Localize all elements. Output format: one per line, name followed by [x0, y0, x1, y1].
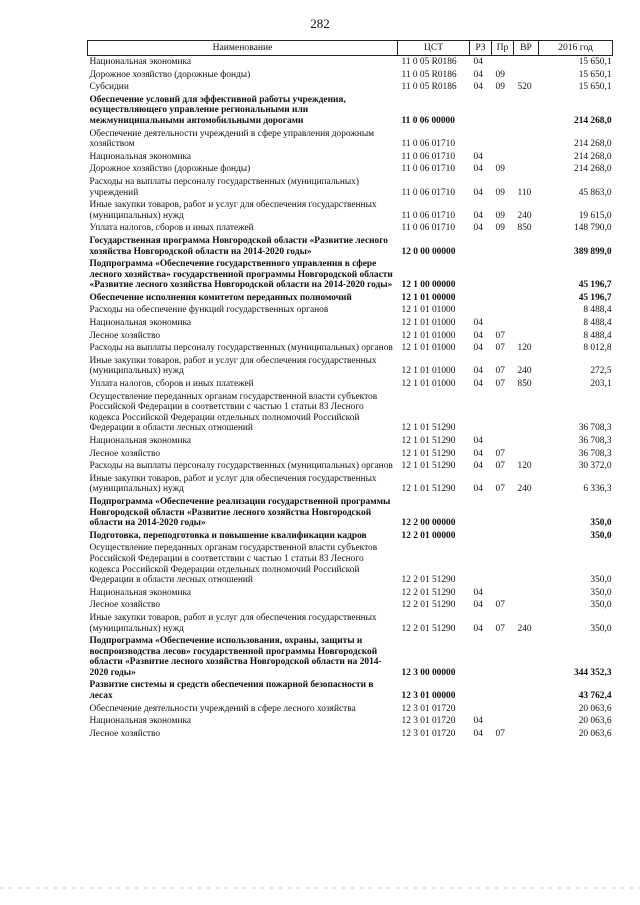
row-sum-cell: 43 762,4 — [578, 691, 612, 702]
row-name-cell: Национальная экономика — [89, 151, 192, 162]
row-vr-cell — [514, 496, 539, 530]
row-cst-cell: 12 2 01 51290 — [401, 600, 456, 611]
row-name-cell: Национальная экономика — [89, 587, 192, 598]
row-pr-cell — [492, 304, 514, 317]
row-rz-cell: 04 — [473, 164, 483, 175]
row-vr-cell — [514, 587, 539, 600]
row-name-cell: Иные закупки товаров, работ и услуг для обеспечения государственных (муниципальных) нужд — [89, 612, 377, 634]
row-sum-cell: 344 352,3 — [574, 667, 612, 678]
row-rz-cell: 04 — [473, 69, 483, 80]
table-row — [88, 612, 613, 635]
table-row — [88, 599, 613, 612]
row-sum-cell: 272,5 — [590, 366, 612, 377]
row-sum-cell: 389 899,0 — [574, 246, 612, 257]
row-pr-cell — [492, 496, 514, 530]
row-rz-cell: 04 — [473, 82, 483, 93]
row-name-cell: Национальная экономика — [89, 57, 192, 67]
row-cst-cell: 12 3 01 01720 — [401, 728, 456, 739]
row-vr-cell — [514, 542, 539, 586]
row-vr-cell — [514, 715, 539, 728]
row-rz-cell — [470, 94, 492, 128]
table-row — [88, 530, 613, 543]
row-vr-cell: 120 — [517, 461, 532, 472]
table-row — [88, 56, 613, 69]
table-row — [88, 222, 613, 235]
row-pr-cell: 09 — [495, 164, 505, 175]
row-vr-cell: 240 — [517, 484, 532, 495]
row-rz-cell: 04 — [473, 366, 483, 377]
row-vr-cell: 110 — [517, 187, 532, 198]
header-rz: РЗ — [470, 41, 492, 56]
row-vr-cell — [514, 128, 539, 151]
row-pr-cell — [492, 292, 514, 305]
row-cst-cell: 12 3 01 01720 — [401, 716, 456, 727]
row-vr-cell: 120 — [517, 343, 532, 354]
row-pr-cell: 07 — [495, 600, 505, 611]
row-sum-cell: 20 063,6 — [578, 703, 612, 714]
table-row — [88, 460, 613, 473]
table-row — [88, 473, 613, 496]
row-rz-cell — [470, 292, 492, 305]
row-vr-cell — [514, 635, 539, 679]
row-pr-cell: 07 — [495, 623, 505, 634]
row-name-cell: Иные закупки товаров, работ и услуг для обеспечения государственных (муниципальных) нужд — [89, 355, 377, 377]
row-pr-cell: 09 — [495, 210, 505, 221]
row-vr-cell: 240 — [517, 366, 532, 377]
table-row — [88, 81, 613, 94]
row-rz-cell: 04 — [473, 623, 483, 634]
row-cst-cell: 12 1 01 51290 — [401, 484, 456, 495]
row-cst-cell: 12 1 01 51290 — [401, 461, 456, 472]
row-pr-cell — [492, 635, 514, 679]
row-vr-cell — [514, 94, 539, 128]
row-cst-cell: 12 1 01 51290 — [401, 423, 456, 434]
table-row — [88, 448, 613, 461]
row-vr-cell — [514, 728, 539, 741]
row-sum-cell: 214 268,0 — [574, 151, 612, 162]
row-vr-cell — [514, 304, 539, 317]
row-sum-cell: 45 863,0 — [578, 187, 612, 198]
row-rz-cell — [470, 304, 492, 317]
row-vr-cell — [514, 703, 539, 716]
row-sum-cell: 214 268,0 — [574, 139, 612, 150]
row-vr-cell — [514, 679, 539, 702]
row-name-cell: Национальная экономика — [89, 716, 192, 727]
row-pr-cell: 07 — [495, 448, 505, 459]
row-rz-cell: 04 — [473, 318, 483, 329]
table-row — [88, 128, 613, 151]
row-pr-cell: 09 — [495, 223, 505, 234]
row-sum-cell: 214 268,0 — [574, 164, 612, 175]
table-row — [88, 69, 613, 82]
row-name-cell: Субсидии — [89, 82, 129, 93]
table-row — [88, 163, 613, 176]
row-cst-cell: 12 1 00 00000 — [401, 280, 456, 291]
table-body — [88, 56, 613, 741]
row-sum-cell: 15 650,1 — [578, 69, 612, 80]
header-pr: Пр — [492, 41, 514, 56]
row-rz-cell: 04 — [473, 461, 483, 472]
table-row — [88, 496, 613, 530]
row-sum-cell: 15 650,1 — [578, 57, 612, 67]
table-row — [88, 587, 613, 600]
row-sum-cell: 36 708,3 — [578, 436, 612, 446]
row-sum-cell: 45 196,7 — [578, 280, 612, 291]
row-rz-cell — [470, 235, 492, 258]
row-cst-cell: 12 3 01 00000 — [401, 691, 456, 702]
row-rz-cell — [470, 391, 492, 435]
row-cst-cell: 11 0 06 01710 — [401, 210, 456, 221]
header-year: 2016 год — [539, 41, 613, 56]
row-vr-cell: 240 — [517, 623, 532, 634]
row-pr-cell — [492, 56, 514, 69]
table-row — [88, 304, 613, 317]
row-vr-cell — [514, 163, 539, 176]
row-cst-cell: 11 0 06 01710 — [401, 223, 456, 234]
row-cst-cell: 12 2 00 00000 — [401, 518, 456, 529]
row-pr-cell — [492, 94, 514, 128]
row-vr-cell — [514, 235, 539, 258]
header-row — [88, 41, 613, 56]
row-vr-cell — [514, 330, 539, 343]
table-row — [88, 176, 613, 199]
row-vr-cell — [514, 258, 539, 292]
row-vr-cell: 850 — [517, 379, 532, 390]
row-rz-cell: 04 — [473, 436, 483, 446]
row-rz-cell — [470, 128, 492, 151]
scan-artifact-line — [0, 887, 640, 889]
row-name-cell: Иные закупки товаров, работ и услуг для обеспечения государственных (муниципальных) нужд — [89, 200, 377, 221]
row-rz-cell: 04 — [473, 330, 483, 341]
row-rz-cell: 04 — [473, 223, 483, 234]
row-name-cell: Расходы на выплаты персоналу государственных (муниципальных) учреждений — [89, 176, 359, 198]
row-rz-cell — [470, 496, 492, 530]
row-pr-cell — [492, 703, 514, 716]
row-rz-cell: 04 — [473, 484, 483, 495]
table-row — [88, 391, 613, 435]
row-name-cell: Развитие системы и средств обеспечения пожарной безопасности в лесах — [89, 680, 374, 702]
row-rz-cell: 04 — [473, 600, 483, 611]
row-rz-cell: 04 — [473, 151, 483, 162]
table-row — [88, 94, 613, 128]
row-sum-cell: 45 196,7 — [578, 292, 612, 303]
row-vr-cell — [514, 69, 539, 82]
row-rz-cell — [470, 635, 492, 679]
table-row — [88, 342, 613, 355]
table-row — [88, 292, 613, 305]
row-pr-cell — [492, 258, 514, 292]
table-row — [88, 679, 613, 702]
row-sum-cell: 36 708,3 — [578, 423, 612, 434]
row-name-cell: Уплата налогов, сборов и иных платежей — [89, 223, 254, 234]
row-cst-cell: 12 3 01 01720 — [401, 703, 456, 714]
header-name: Наименование — [88, 41, 398, 56]
row-cst-cell: 11 0 06 00000 — [401, 115, 455, 126]
row-name-cell: Расходы на обеспечение функций государственных органов — [89, 305, 329, 316]
row-cst-cell: 12 1 01 01000 — [401, 366, 456, 377]
row-vr-cell — [514, 292, 539, 305]
row-rz-cell: 04 — [473, 587, 483, 598]
row-cst-cell: 11 0 05 R0186 — [401, 69, 457, 80]
row-name-cell: Подпрограмма «Обеспечение реализации государственной программы Новгородской области «Развитие лесного хозяйства Новгородской области на 2014-2020 годы» — [89, 496, 391, 529]
row-cst-cell: 12 1 01 01000 — [401, 305, 456, 316]
row-sum-cell: 8 012,8 — [583, 343, 612, 354]
row-pr-cell — [492, 128, 514, 151]
row-sum-cell: 19 615,0 — [578, 210, 612, 221]
row-cst-cell: 12 1 01 01000 — [401, 330, 456, 341]
row-sum-cell: 8 488,4 — [583, 318, 612, 329]
table-row — [88, 258, 613, 292]
row-vr-cell — [514, 435, 539, 448]
row-cst-cell: 12 1 01 51290 — [401, 436, 456, 446]
row-pr-cell: 07 — [495, 330, 505, 341]
row-rz-cell: 04 — [473, 210, 483, 221]
header-cst: ЦСТ — [398, 41, 470, 56]
row-sum-cell: 350,0 — [590, 518, 612, 529]
row-pr-cell: 07 — [495, 484, 505, 495]
row-sum-cell: 8 488,4 — [583, 305, 612, 316]
row-pr-cell: 09 — [495, 187, 505, 198]
row-name-cell: Подготовка, переподготовка и повышение квалификации кадров — [89, 530, 367, 541]
row-name-cell: Обеспечение исполнения комитетом переданных полномочий — [89, 292, 352, 303]
row-cst-cell: 11 0 06 01710 — [401, 164, 456, 175]
row-sum-cell: 350,0 — [590, 600, 612, 611]
row-vr-cell — [514, 56, 539, 69]
row-cst-cell: 12 1 01 01000 — [401, 379, 456, 390]
row-vr-cell — [514, 530, 539, 543]
table-row — [88, 378, 613, 391]
row-cst-cell: 12 1 01 00000 — [401, 292, 456, 303]
row-sum-cell: 350,0 — [590, 623, 612, 634]
page-number: 282 — [310, 16, 330, 31]
row-sum-cell: 8 488,4 — [583, 330, 612, 341]
row-pr-cell — [492, 587, 514, 600]
row-name-cell: Осуществление переданных органам государственной власти субъектов Российской Федерации в соответствии с частью 1 статьи 83 Лесного кодекса Российской Федерации отдельных полномочий Российской Федерации в области лесных отношений — [89, 543, 378, 586]
row-vr-cell — [514, 448, 539, 461]
row-vr-cell — [514, 599, 539, 612]
row-name-cell: Лесное хозяйство — [89, 448, 161, 459]
row-name-cell: Уплата налогов, сборов и иных платежей — [89, 379, 254, 390]
row-name-cell: Расходы на выплаты персоналу государственных (муниципальных) органов — [89, 343, 393, 354]
row-rz-cell: 04 — [473, 343, 483, 354]
row-name-cell: Лесное хозяйство — [89, 728, 161, 739]
row-cst-cell: 12 2 01 51290 — [401, 623, 456, 634]
row-rz-cell — [470, 679, 492, 702]
row-cst-cell: 12 0 00 00000 — [401, 246, 456, 257]
row-pr-cell — [492, 317, 514, 330]
row-sum-cell: 350,0 — [590, 587, 612, 598]
row-pr-cell — [492, 235, 514, 258]
row-cst-cell: 12 2 01 51290 — [401, 587, 456, 598]
row-sum-cell: 6 336,3 — [583, 484, 612, 495]
row-cst-cell: 11 0 06 01710 — [401, 139, 456, 150]
row-cst-cell: 12 1 01 51290 — [401, 448, 456, 459]
row-cst-cell: 11 0 06 01710 — [401, 151, 456, 162]
table-row — [88, 435, 613, 448]
row-pr-cell: 07 — [495, 366, 505, 377]
table-row — [88, 151, 613, 164]
row-name-cell: Обеспечение деятельности учреждений в сфере управления дорожным хозяйством — [89, 128, 375, 150]
row-vr-cell: 850 — [517, 223, 532, 234]
row-name-cell: Иные закупки товаров, работ и услуг для обеспечения государственных (муниципальных) нужд — [89, 473, 377, 495]
row-vr-cell: 240 — [517, 210, 532, 221]
row-name-cell: Национальная экономика — [89, 436, 192, 446]
row-cst-cell: 12 1 01 01000 — [401, 343, 456, 354]
row-pr-cell: 07 — [495, 379, 505, 390]
row-name-cell: Осуществление переданных органам государственной власти субъектов Российской Федерации в соответствии с частью 1 статьи 83 Лесного кодекса Российской Федерации отдельных полномочий Российской Федерации в области лесных отношений — [89, 391, 378, 434]
budget-table — [87, 40, 613, 740]
row-vr-cell — [514, 151, 539, 164]
row-pr-cell: 07 — [495, 728, 505, 739]
row-name-cell: Лесное хозяйство — [89, 600, 161, 611]
row-rz-cell — [470, 258, 492, 292]
row-pr-cell: 09 — [495, 69, 505, 80]
row-cst-cell: 12 2 01 00000 — [401, 530, 456, 541]
row-sum-cell: 214 268,0 — [574, 115, 612, 126]
table-row — [88, 703, 613, 716]
row-pr-cell — [492, 530, 514, 543]
table-header — [88, 41, 613, 56]
row-pr-cell — [492, 391, 514, 435]
row-rz-cell: 04 — [473, 379, 483, 390]
row-cst-cell: 12 2 01 51290 — [401, 575, 456, 586]
row-pr-cell: 09 — [495, 82, 505, 93]
row-rz-cell: 04 — [473, 448, 483, 459]
row-rz-cell — [470, 703, 492, 716]
row-sum-cell: 15 650,1 — [578, 82, 612, 93]
row-sum-cell: 203,1 — [590, 379, 612, 390]
table-row — [88, 317, 613, 330]
table-row — [88, 542, 613, 586]
row-sum-cell: 350,0 — [590, 575, 612, 586]
row-sum-cell: 36 708,3 — [578, 448, 612, 459]
table-row — [88, 635, 613, 679]
row-pr-cell: 07 — [495, 461, 505, 472]
row-sum-cell: 30 372,0 — [578, 461, 612, 472]
row-pr-cell: 07 — [495, 343, 505, 354]
row-pr-cell — [492, 542, 514, 586]
row-name-cell: Расходы на выплаты персоналу государственных (муниципальных) органов — [89, 461, 393, 472]
table-row — [88, 330, 613, 343]
table-row — [88, 235, 613, 258]
row-pr-cell — [492, 435, 514, 448]
row-rz-cell — [470, 542, 492, 586]
row-pr-cell — [492, 715, 514, 728]
row-cst-cell: 12 1 01 01000 — [401, 318, 456, 329]
header-vr: ВР — [514, 41, 539, 56]
row-vr-cell — [514, 317, 539, 330]
row-cst-cell: 12 3 00 00000 — [401, 667, 456, 678]
row-rz-cell: 04 — [473, 716, 483, 727]
table-row — [88, 355, 613, 378]
row-rz-cell: 04 — [473, 728, 483, 739]
row-rz-cell: 04 — [473, 187, 483, 198]
row-cst-cell: 11 0 06 01710 — [401, 187, 456, 198]
row-sum-cell: 20 063,6 — [578, 716, 612, 727]
row-name-cell: Государственная программа Новгородской области «Развитие лесного хозяйства Новгородской области на 2014-2020 годы» — [89, 235, 388, 257]
row-rz-cell: 04 — [473, 57, 483, 67]
row-name-cell: Дорожное хозяйство (дорожные фонды) — [89, 69, 251, 80]
row-name-cell: Подпрограмма «Обеспечение государственного управления в сфере лесного хозяйства» государственной программы Новгородской области «Развитие лесного хозяйства Новгородской области на 2014-2020 годы» — [89, 259, 393, 291]
row-vr-cell — [514, 391, 539, 435]
row-sum-cell: 20 063,6 — [578, 728, 612, 739]
row-cst-cell: 11 0 05 R0186 — [401, 82, 457, 93]
row-name-cell: Обеспечение условий для эффективной работы учреждения, осуществляющего управление региональными или межмуниципальными автомобильными дорогами — [89, 94, 346, 126]
table-row — [88, 199, 613, 222]
row-pr-cell — [492, 679, 514, 702]
row-pr-cell — [492, 151, 514, 164]
row-name-cell: Дорожное хозяйство (дорожные фонды) — [89, 164, 251, 175]
row-name-cell: Национальная экономика — [89, 318, 192, 329]
table-row — [88, 728, 613, 741]
row-sum-cell: 350,0 — [590, 530, 612, 541]
row-sum-cell: 148 790,0 — [574, 223, 612, 234]
row-name-cell: Лесное хозяйство — [89, 330, 161, 341]
row-vr-cell: 520 — [517, 82, 532, 93]
row-cst-cell: 11 0 05 R0186 — [401, 57, 457, 67]
row-name-cell: Подпрограмма «Обеспечение использования, охраны, защиты и воспроизводства лесов» государственной программы Новгородской области «Развитие лесного хозяйства Новгородской области на 2014-2020 годы» — [89, 636, 382, 678]
row-rz-cell — [470, 530, 492, 543]
row-name-cell: Обеспечение деятельности учреждений в сфере лесного хозяйства — [89, 703, 356, 714]
table-row — [88, 715, 613, 728]
